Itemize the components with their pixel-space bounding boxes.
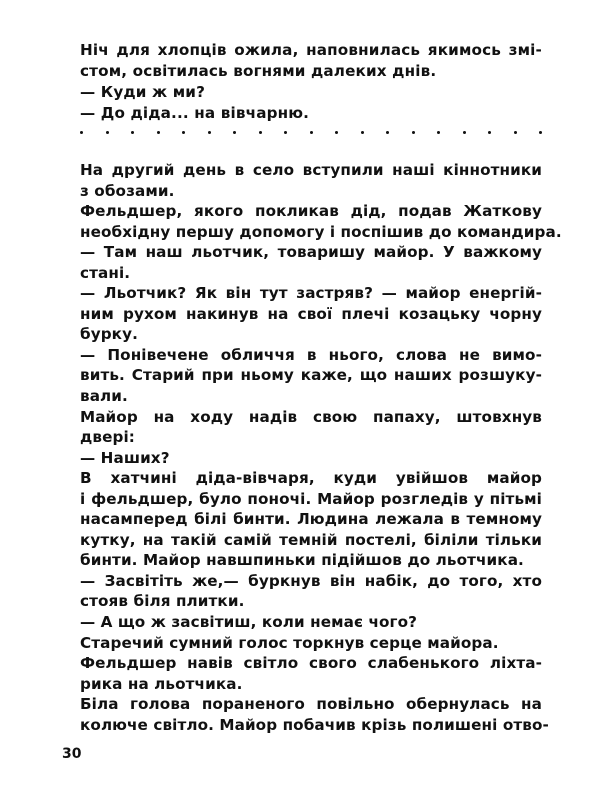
text-line: рика на льотчика. — [80, 674, 243, 693]
separator-dot — [514, 131, 517, 134]
separator-dot — [233, 131, 236, 134]
separator-dot — [463, 131, 466, 134]
text-line: кутку, на такій самій темній постелі, біліли тільки — [80, 530, 542, 549]
text-line: — До діда... на вівчарню. — [80, 104, 310, 123]
separator-dot — [386, 131, 389, 134]
text-line: — Понівечене обличчя в нього, слова не вимо- — [80, 345, 542, 364]
separator-dot — [157, 131, 160, 134]
text-line: — Куди ж ми? — [80, 83, 206, 102]
text-line: — Наших? — [80, 448, 170, 467]
separator-dot — [539, 131, 542, 134]
separator-dot — [182, 131, 185, 134]
text-line: насамперед білі бинти. Людина лежала в темному — [80, 510, 542, 529]
text-line: колюче світло. Майор побачив крізь полишені отво- — [80, 715, 549, 734]
separator-dot — [106, 131, 109, 134]
text-line: з обозами. — [80, 181, 175, 200]
separator-dot — [437, 131, 440, 134]
separator-dot — [80, 131, 83, 134]
text-line: бинти. Майор навшпиньки підійшов до льотчика. — [80, 551, 524, 570]
separator-dot — [310, 131, 313, 134]
text-line: — А що ж засвітиш, коли немає чого? — [80, 613, 418, 632]
text-block-main — [80, 160, 562, 735]
text-line: вить. Старий при ньому каже, що наших розшуку- — [80, 366, 542, 385]
text-line: стані. — [80, 263, 131, 282]
text-line: Майор на ходу надів свою папаху, штовхнув — [80, 407, 542, 426]
text-block-top — [80, 40, 542, 124]
separator-dot — [208, 131, 211, 134]
text-line: — Там наш льотчик, товаришу майор. У важкому — [80, 243, 542, 262]
text-line: і фельдшер, було поночі. Майор розгледів у пітьмі — [80, 489, 542, 508]
separator-dot — [131, 131, 134, 134]
text-line: ним рухом накинув на свої плечі козацьку чорну — [80, 304, 542, 323]
text-line: Фельдшер, якого покликав дід, подав Жаткову — [80, 202, 542, 221]
separator-dot — [335, 131, 338, 134]
text-line: Фельдшер навів світло свого слабенького ліхта- — [80, 654, 542, 673]
text-line: На другий день в село вступили наші кіннотники — [80, 161, 542, 179]
page-number: 30 — [62, 746, 82, 762]
separator-dot — [412, 131, 415, 134]
text-line: — Засвітіть же,— буркнув він набік, до того, хто — [80, 571, 542, 590]
separator-dot — [284, 131, 287, 134]
dotted-separator — [80, 125, 542, 139]
text-line: Біла голова пораненого повільно обернулась на — [80, 695, 542, 714]
separator-dot — [361, 131, 364, 134]
text-line: вали. — [80, 387, 128, 406]
text-line: стом, освітилась вогнями далеких днів. — [80, 62, 437, 81]
text-line: Старечий сумний голос торкнув серце майора. — [80, 633, 499, 652]
text-line: стояв біля плитки. — [80, 592, 245, 611]
text-line: двері: — [80, 428, 135, 447]
text-line: — Льотчик? Як він тут застряв? — майор енергій- — [80, 284, 542, 303]
text-line: необхідну першу допомогу і поспішив до командира. — [80, 222, 562, 241]
text-line: Ніч для хлопців ожила, наповнилась якимось змі- — [80, 41, 542, 59]
text-line: бурку. — [80, 325, 138, 344]
separator-dot — [259, 131, 262, 134]
separator-dot — [488, 131, 491, 134]
text-line: В хатчині діда-вівчаря, куди увійшов майор — [80, 469, 542, 488]
